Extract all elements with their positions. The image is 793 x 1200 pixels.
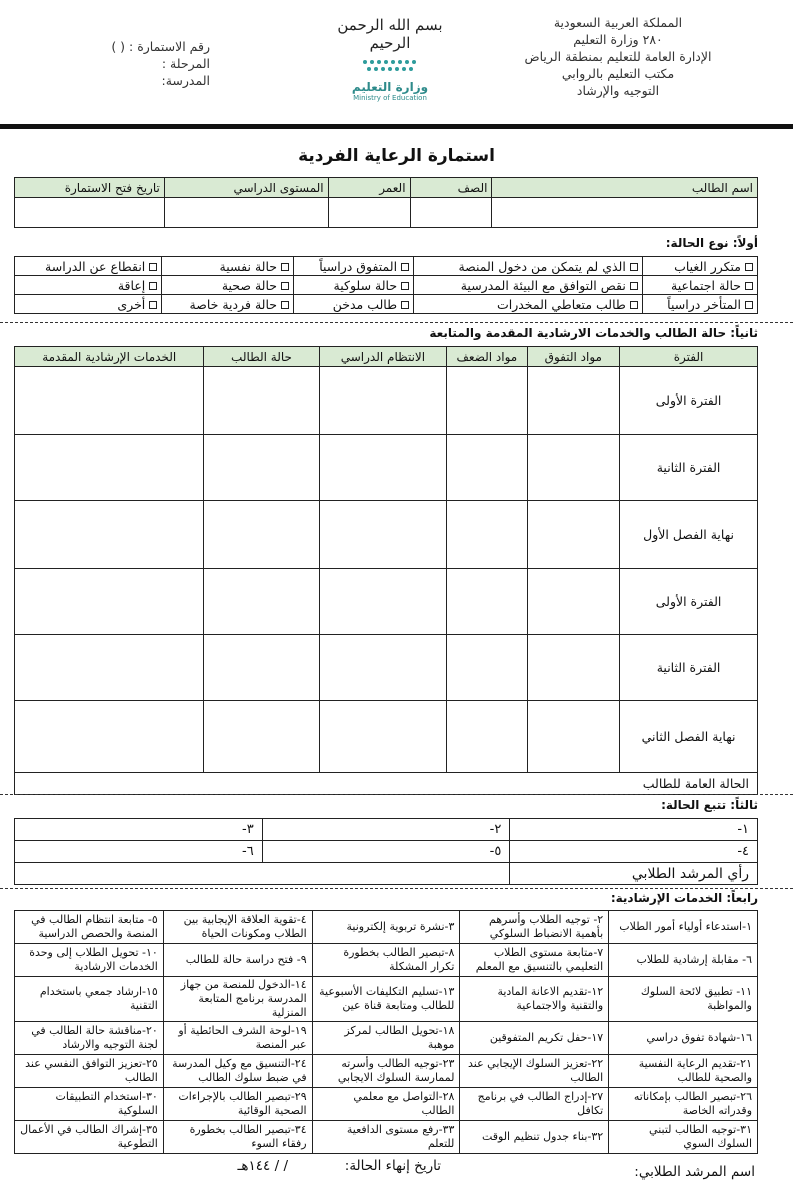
entry-cell[interactable] (204, 701, 319, 773)
checkbox[interactable] (281, 282, 289, 290)
follow-up-entry[interactable]: ٤- (510, 841, 758, 863)
service-item: ٩- فتح دراسة حالة للطالب (163, 944, 312, 977)
period-name: الفترة الثانية (620, 435, 758, 501)
period-name: الفترة الثانية (620, 635, 758, 701)
case-option[interactable]: نقص التوافق مع البيئة المدرسية (414, 276, 643, 295)
entry-cell[interactable] (204, 435, 319, 501)
case-option[interactable]: حالة فردية خاصة (162, 295, 294, 314)
case-option[interactable]: إعاقة (15, 276, 162, 295)
col-student-status: حالة الطالب (204, 347, 319, 367)
header-line: ٢٨٠ وزارة التعليم (573, 32, 663, 47)
col-excel-subjects: مواد التفوق (527, 347, 620, 367)
service-item: ٢١-تقديم الرعاية النفسية والصحية للطالب (609, 1055, 758, 1088)
case-option[interactable]: حالة اجتماعية (642, 276, 757, 295)
services-label: رابعاً: الخدمات الإرشادية: (610, 891, 758, 905)
follow-up-entry[interactable]: ٣- (15, 819, 263, 841)
service-item: ٧-متابعة مستوى الطلاب التعليمي بالتنسيق مع المعلم (460, 944, 609, 977)
counselor-name-label: اسم المرشد الطلابي: (634, 1164, 755, 1180)
section-divider (0, 794, 793, 795)
service-item: ٢٨-التواصل مع معلمي الطالب (312, 1088, 460, 1121)
service-item: ١-استدعاء أولياء أمور الطلاب (609, 911, 758, 944)
service-item: ٢٤-التنسيق مع وكيل المدرسة في ضبط سلوك الطالب (163, 1055, 312, 1088)
col-student-name: اسم الطالب (492, 178, 758, 198)
case-option[interactable]: طالب مدخن (294, 295, 414, 314)
service-item: ٢٧-إدراج الطالب في برنامج تكافل (460, 1088, 609, 1121)
entry-cell[interactable] (204, 635, 319, 701)
service-item: ٣٤-تبصير الطالب بخطورة رفقاء السوء (163, 1121, 312, 1154)
entry-cell[interactable] (15, 701, 204, 773)
entry-cell[interactable] (15, 501, 204, 569)
col-period: الفترة (620, 347, 758, 367)
service-item: ١٧-حفل تكريم المتفوقين (460, 1022, 609, 1055)
checkbox[interactable] (745, 301, 753, 309)
class-field[interactable] (410, 198, 492, 228)
entry-cell[interactable] (319, 569, 447, 635)
case-option[interactable]: حالة نفسية (162, 257, 294, 276)
service-item: ١٦-شهادة تفوق دراسي (609, 1022, 758, 1055)
checkbox[interactable] (401, 282, 409, 290)
checkbox[interactable] (281, 263, 289, 271)
checkbox[interactable] (745, 263, 753, 271)
entry-cell[interactable] (204, 569, 319, 635)
col-attendance: الانتظام الدراسي (319, 347, 447, 367)
case-option[interactable]: طالب متعاطي المخدرات (414, 295, 643, 314)
follow-up-entry[interactable]: ٢- (262, 819, 510, 841)
service-item: ١٩-لوحة الشرف الحائطية أو عبر المنصة (163, 1022, 312, 1055)
service-item: ١٢-تقديم الاعانة المادية والتقنية والاجتماعية (460, 977, 609, 1022)
case-option[interactable]: حالة سلوكية (294, 276, 414, 295)
service-item: ٣٠-استخدام التطبيقات السلوكية (15, 1088, 164, 1121)
form-meta-block (50, 38, 210, 89)
entry-cell[interactable] (319, 501, 447, 569)
student-info-table (14, 177, 758, 228)
form-number: رقم الاستمارة : ( ) (111, 39, 210, 54)
student-name-field[interactable] (492, 198, 758, 228)
service-item: ٣-نشرة تربوية إلكترونية (312, 911, 460, 944)
checkbox[interactable] (149, 263, 157, 271)
service-item: ١١- تطبيق لائحة السلوك والمواظبة (609, 977, 758, 1022)
case-option[interactable]: حالة صحية (162, 276, 294, 295)
ministry-header-block (493, 14, 743, 99)
entry-cell[interactable] (527, 501, 620, 569)
checkbox[interactable] (149, 282, 157, 290)
entry-cell[interactable] (15, 635, 204, 701)
service-item: ٣٥-إشراك الطالب في الأعمال التطوعية (15, 1121, 164, 1154)
entry-cell[interactable] (319, 367, 447, 435)
end-date-label: تاريخ إنهاء الحالة: (344, 1158, 441, 1174)
col-age: العمر (328, 178, 410, 198)
follow-up-label: ثالثاً: تتبع الحالة: (661, 798, 758, 812)
service-item: ٣٣-رفع مستوى الدافعية للتعلم (312, 1121, 460, 1154)
checkbox[interactable] (630, 282, 638, 290)
period-name: نهاية الفصل الثاني (620, 701, 758, 773)
general-status-row[interactable]: الحالة العامة للطالب (15, 773, 758, 795)
case-option[interactable]: المتفوق دراسياً (294, 257, 414, 276)
entry-cell[interactable] (447, 701, 527, 773)
period-name: نهاية الفصل الأول (620, 501, 758, 569)
entry-cell[interactable] (15, 435, 204, 501)
case-type-label: أولاً: نوع الحالة: (665, 236, 758, 250)
col-services-provided: الخدمات الإرشادية المقدمة (15, 347, 204, 367)
entry-cell[interactable] (447, 435, 527, 501)
entry-cell[interactable] (319, 701, 447, 773)
service-item: ٤-تقوية العلاقة الإيجابية بين الطلاب ومكونات الحياة (163, 911, 312, 944)
open-date-field[interactable] (15, 198, 165, 228)
end-date-value[interactable]: / / ١٤٤هـ (237, 1158, 288, 1174)
entry-cell[interactable] (527, 635, 620, 701)
service-item: ١٥-ارشاد جمعي باستخدام التقنية (15, 977, 164, 1022)
follow-up-entry[interactable]: ٦- (15, 841, 263, 863)
service-item: ٢٢-تعزيز السلوك الإيجابي عند الطالب (460, 1055, 609, 1088)
case-option[interactable]: متكرر الغياب (642, 257, 757, 276)
header-line: مكتب التعليم بالروابي (561, 66, 675, 81)
case-option[interactable]: أخرى (15, 295, 162, 314)
case-option[interactable]: الذي لم يتمكن من دخول المنصة (414, 257, 643, 276)
section-divider (0, 322, 793, 323)
entry-cell[interactable] (319, 435, 447, 501)
entry-cell[interactable] (447, 635, 527, 701)
services-table (14, 910, 758, 1154)
checkbox[interactable] (401, 301, 409, 309)
header-divider (0, 124, 793, 129)
entry-cell[interactable] (15, 367, 204, 435)
section-divider (0, 888, 793, 889)
basmala: بسم الله الرحمن الرحيم (337, 16, 443, 52)
case-option[interactable]: انقطاع عن الدراسة (15, 257, 162, 276)
counselor-opinion-field[interactable] (15, 863, 510, 885)
page-title: استمارة الرعاية الفردية (298, 146, 495, 166)
service-item: ١٠- تحويل الطلاب إلى وحدة الخدمات الارشادية (15, 944, 164, 977)
entry-cell[interactable] (447, 569, 527, 635)
service-item: ٦- مقابلة إرشادية للطلاب (609, 944, 758, 977)
follow-up-entry[interactable]: ١- (510, 819, 758, 841)
entry-cell[interactable] (527, 435, 620, 501)
counselor-opinion-label: رأي المرشد الطلابي (510, 863, 758, 885)
case-type-grid (14, 256, 758, 314)
follow-up-table (14, 818, 758, 885)
service-item: ١٨-تحويل الطالب لمركز موهبة (312, 1022, 460, 1055)
case-option[interactable]: المتأخر دراسياً (642, 295, 757, 314)
col-open-date: تاريخ فتح الاستمارة (15, 178, 165, 198)
service-item: ٢- توجيه الطلاب وأسرهم بأهمية الانضباط السلوكي (460, 911, 609, 944)
ministry-logo (325, 16, 455, 102)
entry-cell[interactable] (527, 569, 620, 635)
checkbox[interactable] (401, 263, 409, 271)
service-item: ٨-تبصير الطالب بخطورة تكرار المشكلة (312, 944, 460, 977)
period-name: الفترة الأولى (620, 569, 758, 635)
checkbox[interactable] (745, 282, 753, 290)
service-item: ١٣-تسليم التكليفات الأسبوعية للطالب ومتابعة قناة عين (312, 977, 460, 1022)
checkbox[interactable] (630, 263, 638, 271)
service-item: ٢٣-توجيه الطالب وأسرته لممارسة السلوك الايجابي (312, 1055, 460, 1088)
ministry-name-ar: وزارة التعليم (351, 80, 429, 94)
entry-cell[interactable] (447, 367, 527, 435)
service-item: ٣١-توجيه الطالب لتبني السلوك السوي (609, 1121, 758, 1154)
status-table (14, 346, 758, 795)
col-class: الصف (410, 178, 492, 198)
checkbox[interactable] (630, 301, 638, 309)
service-item: ٢٦-تبصير الطالب بإمكاناته وقدراته الخاصة (609, 1088, 758, 1121)
service-item: ٢٠-مناقشة حالة الطالب في لجنة التوجيه والارشاد (15, 1022, 164, 1055)
service-item: ١٤-الدخول للمنصة من جهاز المدرسة برنامج المتابعة المنزلية (163, 977, 312, 1022)
col-weak-subjects: مواد الضعف (447, 347, 527, 367)
col-level: المستوى الدراسي (164, 178, 328, 198)
header-line: الإدارة العامة للتعليم بمنطقة الرياض (524, 49, 712, 64)
entry-cell[interactable] (15, 569, 204, 635)
entry-cell[interactable] (447, 501, 527, 569)
level-field[interactable] (164, 198, 328, 228)
entry-cell[interactable] (319, 635, 447, 701)
entry-cell[interactable] (527, 367, 620, 435)
ministry-name-en: Ministry of Education (353, 94, 427, 102)
header-line: التوجيه والإرشاد (576, 83, 660, 98)
service-item: ٢٥-تعزيز التوافق النفسي عند الطالب (15, 1055, 164, 1088)
stage-label: المرحلة : (161, 56, 210, 71)
logo-dots-icon (355, 58, 425, 76)
entry-cell[interactable] (527, 701, 620, 773)
entry-cell[interactable] (204, 501, 319, 569)
header-line: المملكة العربية السعودية (553, 15, 683, 30)
checkbox[interactable] (281, 301, 289, 309)
service-item: ٥- متابعة انتظام الطالب في المنصة والحصص الدراسية (15, 911, 164, 944)
period-name: الفترة الأولى (620, 367, 758, 435)
entry-cell[interactable] (204, 367, 319, 435)
school-label: المدرسة: (161, 73, 210, 88)
status-section-label: ثانياً: حالة الطالب والخدمات الارشادية المقدمة والمتابعة (429, 326, 758, 340)
checkbox[interactable] (149, 301, 157, 309)
follow-up-entry[interactable]: ٥- (262, 841, 510, 863)
age-field[interactable] (328, 198, 410, 228)
service-item: ٣٢-بناء جدول تنظيم الوقت (460, 1121, 609, 1154)
service-item: ٢٩-تبصير الطالب بالإجراءات الصحية الوقائية (163, 1088, 312, 1121)
